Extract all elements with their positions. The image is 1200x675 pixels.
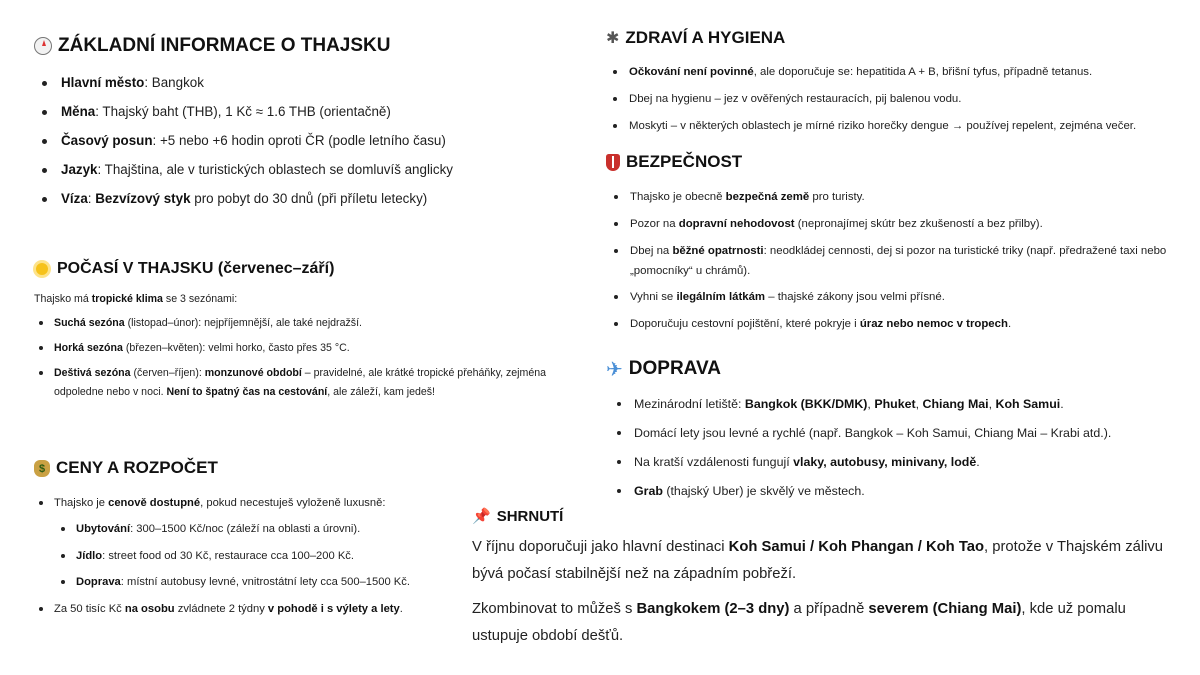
section-weather: [34, 258, 574, 408]
health-heading: [606, 26, 1186, 50]
list-item: Horká sezóna (březen–květen): velmi horko, často přes 35 °C.: [54, 339, 574, 358]
list-item: Doprava: místní autobusy levné, vnitrostátní lety cca 500–1500 Kč.: [76, 573, 474, 591]
list-item: Thajsko je obecně bezpečná země pro turisty.: [630, 187, 1186, 207]
basic-info-list: [34, 74, 574, 219]
list-item: Vyhni se ilegálním látkám – thajské zákony jsou velmi přísné.: [630, 287, 1186, 307]
list-item: Na kratší vzdálenosti fungují vlaky, autobusy, minivany, lodě.: [634, 452, 1186, 472]
money-bag-icon: $: [34, 460, 50, 477]
summary-heading: [472, 505, 1184, 527]
section-transport: [606, 356, 1186, 510]
shield-icon: [606, 154, 620, 171]
section-summary: [472, 505, 1184, 650]
list-item: Časový posun: +5 nebo +6 hodin oproti ČR (podle letního času): [61, 132, 574, 161]
list-item: Za 50 tisíc Kč na osobu zvládnete 2 týdny v pohodě i s výlety a lety.: [54, 600, 474, 618]
section-budget: [34, 456, 474, 626]
list-item: Dbej na běžné opatrnosti: neodkládej cennosti, dej si pozor na turistické triky (např. předražené taxi nebo „pomocníky“ u chrámů).: [630, 241, 1186, 281]
list-item: Pozor na dopravní nehodovost (nepronajímej skútr bez zkušeností a bez přilby).: [630, 214, 1186, 234]
health-list: [606, 64, 1186, 135]
list-item: Dbej na hygienu – jez v ověřených restauracích, pij balenou vodu.: [629, 91, 1186, 108]
airplane-icon: ✈: [606, 358, 623, 381]
weather-heading: [34, 258, 574, 280]
budget-title: CENY A ROZPOČET: [56, 458, 218, 477]
budget-list: [34, 494, 474, 618]
list-item: Domácí lety jsou levné a rychlé (např. Bangkok – Koh Samui, Chiang Mai – Krabi atd.).: [634, 423, 1186, 443]
summary-title: SHRNUTÍ: [496, 507, 564, 525]
section-basic-info: [34, 34, 574, 219]
list-item: Mezinárodní letiště: Bangkok (BKK/DMK), Phuket, Chiang Mai, Koh Samui.: [634, 394, 1186, 414]
list-item: Měna: Thajský baht (THB), 1 Kč ≈ 1.6 THB (orientačně): [61, 103, 574, 132]
list-item: Hlavní město: Bangkok: [61, 74, 574, 103]
mosquito-icon: ✱: [606, 30, 620, 47]
list-item: Jazyk: Thajština, ale v turistických oblastech se domluvíš anglicky: [61, 161, 574, 190]
safety-list: [606, 187, 1186, 334]
basic-info-heading: [34, 34, 574, 58]
section-health: [606, 26, 1186, 145]
list-item: Moskyti – v některých oblastech je mírné riziko horečky dengue → používej repelent, zejména večer.: [629, 118, 1186, 135]
budget-sublist: [54, 520, 474, 591]
safety-heading: [606, 150, 1186, 174]
list-item: Grab (thajský Uber) je skvělý ve městech.: [634, 481, 1186, 501]
transport-heading: [606, 356, 1186, 382]
summary-paragraph: Zkombinovat to můžeš s Bangkokem (2–3 dny) a případně severem (Chiang Mai), kde už pomalu ustupuje období dešťů.: [472, 601, 1126, 644]
transport-list: [606, 394, 1186, 501]
section-safety: [606, 150, 1186, 341]
list-item: Víza: Bezvízový styk pro pobyt do 30 dnů (při příletu letecky): [61, 190, 574, 219]
list-item: Suchá sezóna (listopad–únor): nejpříjemnější, ale také nejdražší.: [54, 314, 574, 333]
list-item: Doporučuju cestovní pojištění, které pokryje i úraz nebo nemoc v tropech.: [630, 314, 1186, 334]
summary-paragraph: V říjnu doporučuji jako hlavní destinaci Koh Samui / Koh Phangan / Koh Tao, protože v Thajském zálivu bývá počasí stabilnější než na západním pobřeží.: [472, 539, 1164, 582]
weather-title: POČASÍ V THAJSKU (červenec–září): [57, 260, 335, 277]
budget-heading: [34, 456, 474, 480]
list-item: Deštivá sezóna (červen–říjen): monzunové období – pravidelné, ale krátké tropické přeháňky, zejména odpoledne nebo v noci. Není to špatný čas na cestování, ale záleží, kam jedeš!: [54, 364, 574, 402]
list-item: Ubytování: 300–1500 Kč/noc (záleží na oblasti a úrovni).: [76, 520, 474, 538]
pushpin-icon: 📌: [472, 508, 491, 525]
sun-icon: [36, 263, 48, 275]
transport-title: DOPRAVA: [628, 358, 721, 379]
health-title: ZDRAVÍ A HYGIENA: [625, 28, 786, 47]
basic-info-title: ZÁKLADNÍ INFORMACE O THAJSKU: [58, 35, 391, 56]
weather-list: [34, 314, 574, 402]
compass-icon: [34, 37, 52, 55]
safety-title: BEZPEČNOST: [626, 152, 743, 171]
weather-intro: Thajsko má tropické klima se 3 sezónami:: [34, 293, 238, 305]
list-item: Očkování není povinné, ale doporučuje se: hepatitida A + B, břišní tyfus, případně tetanus.: [629, 64, 1186, 81]
list-item: Thajsko je cenově dostupné, pokud necestuješ vyloženě luxusně: Ubytování: 300–1500 Kč/noc (záleží na oblasti a úrovni). Jídlo: street food od 30 Kč, restaurace cca 100–200 Kč. Doprava: místní autobusy levné, vnitrostátní lety cca 500–1500 Kč.: [54, 494, 474, 591]
list-item: Jídlo: street food od 30 Kč, restaurace cca 100–200 Kč.: [76, 547, 474, 565]
